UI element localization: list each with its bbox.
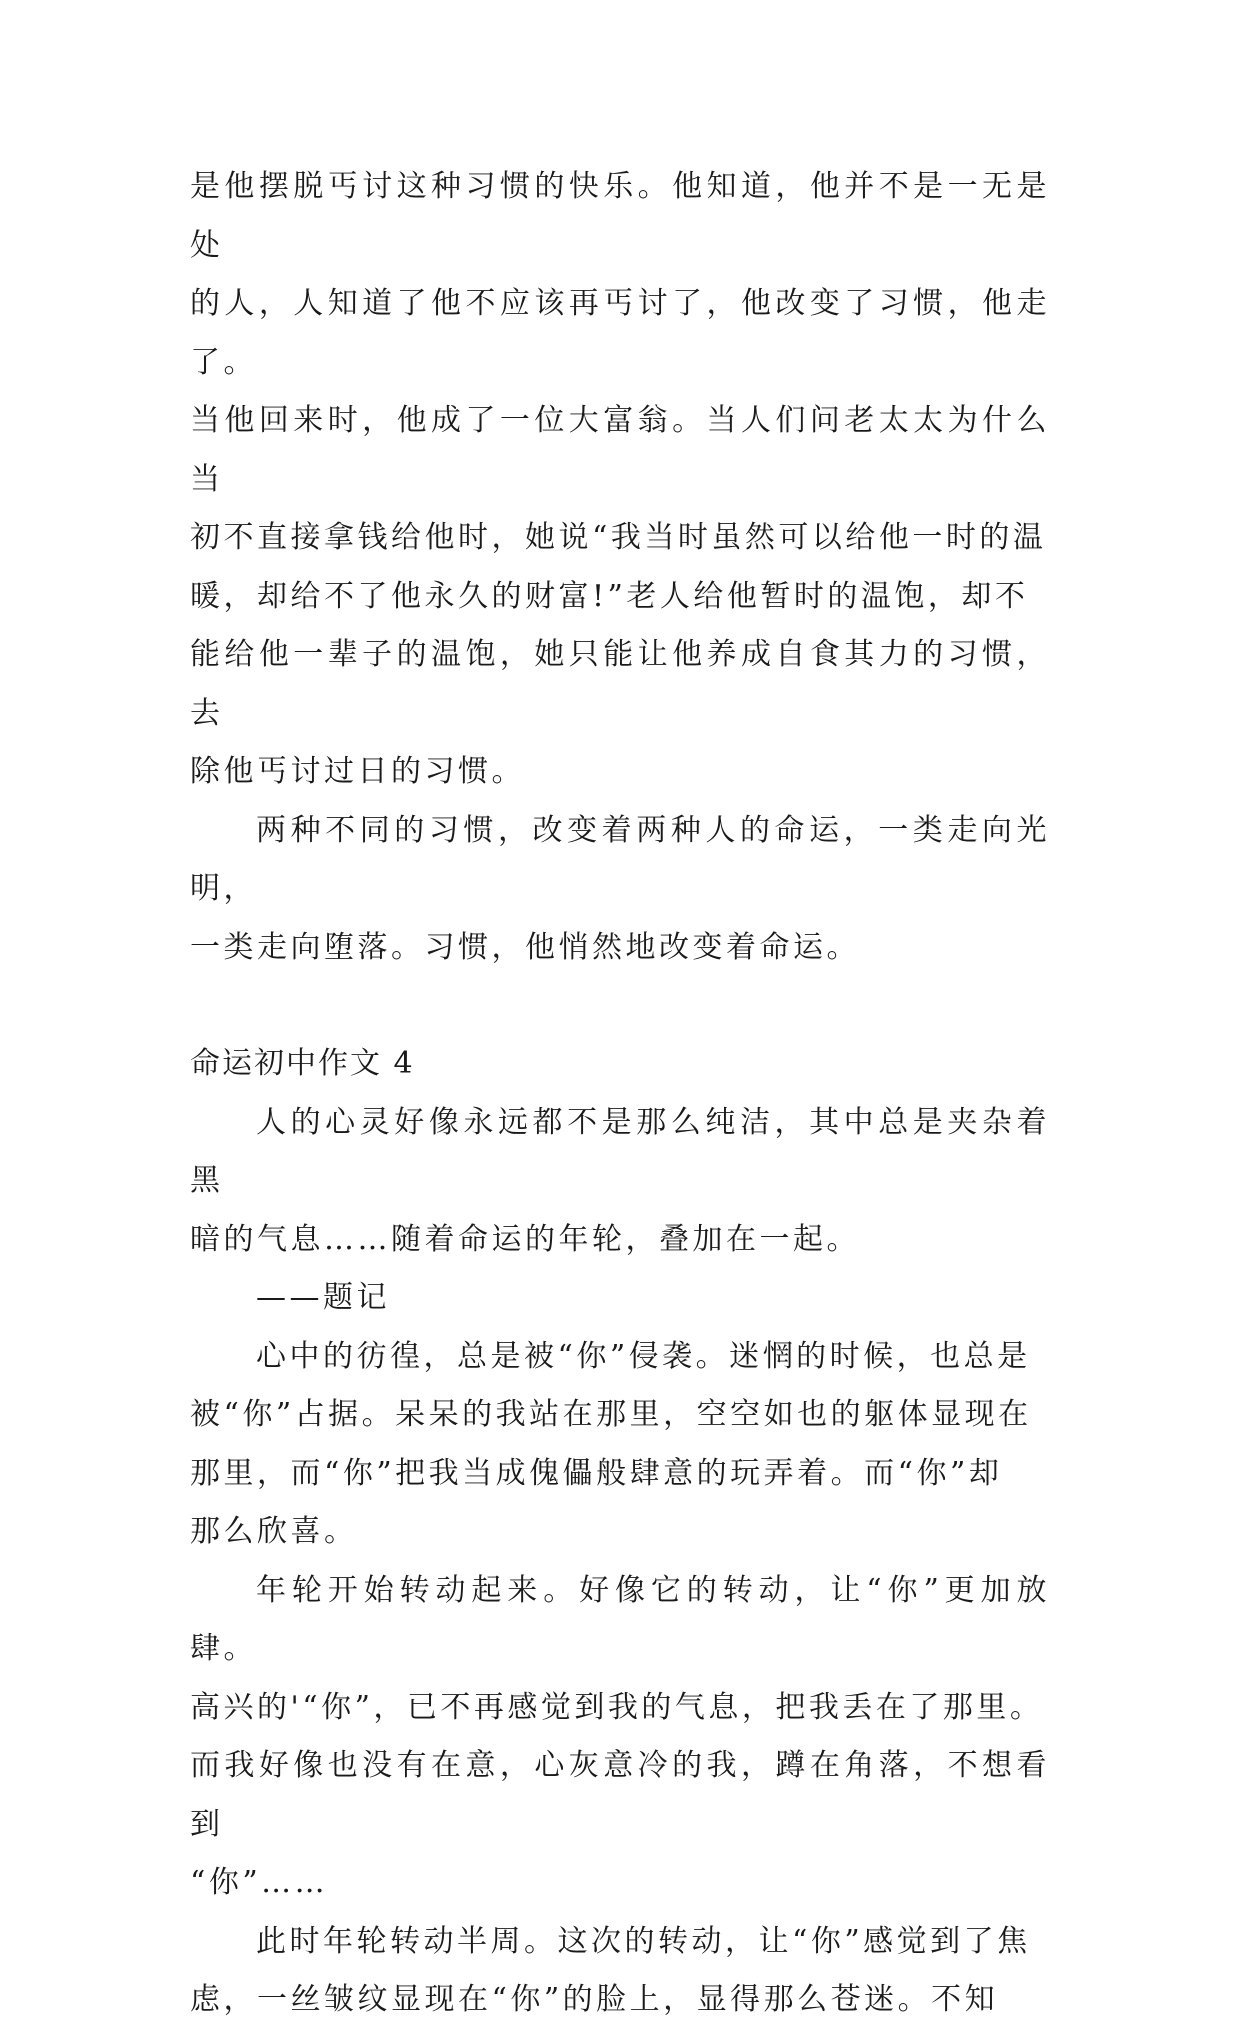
paragraph-conclusion: 两种不同的习惯，改变着两种人的命运，一类走向光明， 一类走向堕落。习惯，他悄然地改变着命运。 <box>190 812 1050 965</box>
document-page <box>190 158 1050 2030</box>
paragraph-epigraph: 人的心灵好像永远都不是那么纯洁，其中总是夹杂着黑 暗的气息……随着命运的年轮，叠加在一起。 <box>190 1104 1050 1257</box>
paragraph-body-1: 心中的彷徨，总是被“你”侵袭。迷惘的时候，也总是 被“你”占据。呆呆的我站在那里，空空如也的躯体显现在 那里，而“你”把我当成傀儡般肆意的玩弄着。而“你”却 那么欣喜。 <box>190 1338 1032 1549</box>
paragraph-epigraph-attribution: ——题记 <box>256 1280 390 1315</box>
paragraph-body-2: 年轮开始转动起来。好像它的转动，让“你”更加放肆。 高兴的'“你”，已不再感觉到我的气息，把我丢在了那里。 而我好像也没有在意，心灰意冷的我，蹲在角落，不想看到 “你”…… <box>190 1572 1050 1900</box>
section-gap <box>190 977 1050 1035</box>
section-title: 命运初中作文 4 <box>190 1046 415 1081</box>
paragraph-body-3: 此时年轮转动半周。这次的转动，让“你”感觉到了焦 虑，一丝皱纹显现在“你”的脸上，显得那么苍迷。不知 <box>190 1923 1031 2017</box>
paragraph-continuation: 是他摆脱丐讨这种习惯的快乐。他知道，他并不是一无是处 的人，人知道了他不应该再丐讨了，他改变了习惯，他走了。 当他回来时，他成了一位大富翁。当人们问老太太为什么当 初不直接拿钱给他时，她说“我当时虽然可以给他一时的温 暖，却给不了他永久的财富!”老人给他暂时的温饱，却不 能给他一辈子的温饱，她只能让他养成自食其力的习惯，去 除他丐讨过日的习惯。 <box>190 169 1050 789</box>
